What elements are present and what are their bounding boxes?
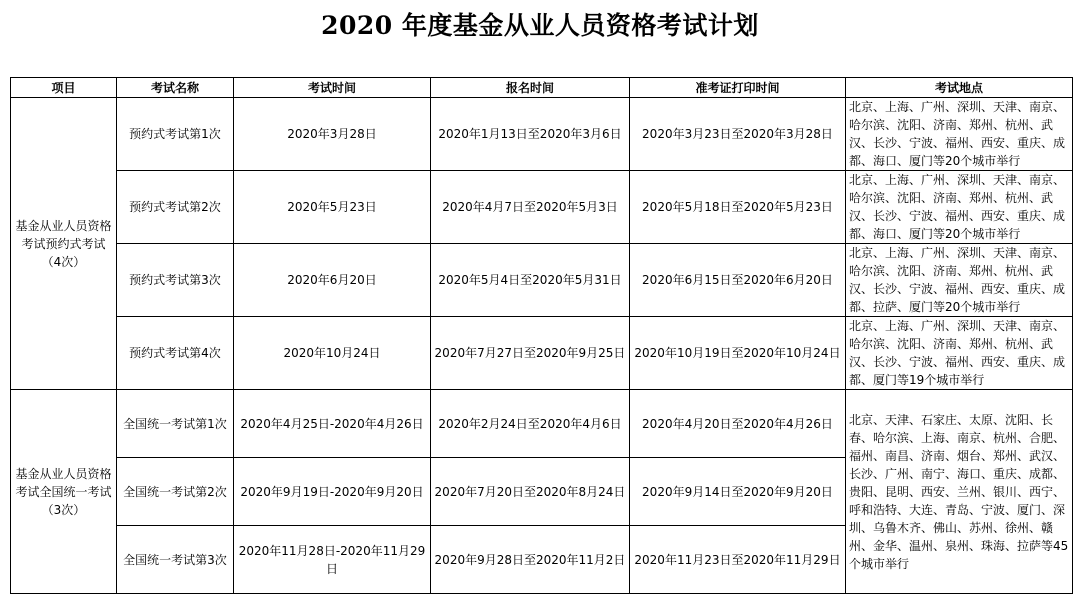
table-row — [11, 390, 1073, 458]
project-line: 基金从业人员资格 — [15, 466, 112, 481]
exam-date-cell: 2020年3月28日 — [234, 98, 431, 171]
exam-date-cell: 2020年9月19日-2020年9月20日 — [234, 458, 431, 526]
exam-locations-cell: 北京、上海、广州、深圳、天津、南京、哈尔滨、沈阳、济南、郑州、杭州、武汉、长沙、宁波、福州、西安、重庆、成都、拉萨、厦门等20个城市举行 — [846, 244, 1073, 317]
project-line: 考试预约式考试 — [21, 236, 106, 251]
exam-locations-cell: 北京、上海、广州、深圳、天津、南京、哈尔滨、沈阳、济南、郑州、杭州、武汉、长沙、宁波、福州、西安、重庆、成都、海口、厦门等20个城市举行 — [846, 171, 1073, 244]
table-row — [11, 98, 1073, 171]
project-line: 基金从业人员资格 — [15, 218, 112, 233]
table-header-row — [11, 78, 1073, 98]
project-line: 考试全国统一考试 — [15, 484, 112, 499]
registration-period-cell: 2020年7月27日至2020年9月25日 — [431, 317, 630, 390]
exam-plan-table — [10, 77, 1073, 594]
header-admission-print-period: 准考证打印时间 — [630, 78, 846, 98]
registration-period-cell: 2020年2月24日至2020年4月6日 — [431, 390, 630, 458]
exam-name-cell: 全国统一考试第1次 — [117, 390, 234, 458]
project-cell-reservation — [11, 98, 117, 390]
exam-date-cell: 2020年4月25日-2020年4月26日 — [234, 390, 431, 458]
table-row — [11, 244, 1073, 317]
project-line: （4次） — [41, 254, 86, 269]
exam-name-cell: 全国统一考试第2次 — [117, 458, 234, 526]
exam-name-cell: 预约式考试第1次 — [117, 98, 234, 171]
header-registration-period: 报名时间 — [431, 78, 630, 98]
exam-date-cell: 2020年10月24日 — [234, 317, 431, 390]
exam-name-cell: 预约式考试第3次 — [117, 244, 234, 317]
exam-date-cell: 2020年5月23日 — [234, 171, 431, 244]
print-period-cell: 2020年9月14日至2020年9月20日 — [630, 458, 846, 526]
exam-name-cell: 预约式考试第4次 — [117, 317, 234, 390]
header-exam-locations: 考试地点 — [846, 78, 1073, 98]
print-period-cell: 2020年6月15日至2020年6月20日 — [630, 244, 846, 317]
table-row — [11, 317, 1073, 390]
exam-locations-cell: 北京、上海、广州、深圳、天津、南京、哈尔滨、沈阳、济南、郑州、杭州、武汉、长沙、宁波、福州、西安、重庆、成都、海口、厦门等20个城市举行 — [846, 98, 1073, 171]
page-title: 2020 年度基金从业人员资格考试计划 — [321, 11, 759, 40]
exam-locations-cell: 北京、天津、石家庄、太原、沈阳、长春、哈尔滨、上海、南京、杭州、合肥、福州、南昌、济南、烟台、郑州、武汉、长沙、广州、南宁、海口、重庆、成都、贵阳、昆明、西安、兰州、银川、西宁、呼和浩特、大连、青岛、宁波、厦门、深圳、乌鲁木齐、佛山、苏州、徐州、赣州、金华、温州、泉州、珠海、拉萨等45个城市举行 — [846, 390, 1073, 594]
registration-period-cell: 2020年5月4日至2020年5月31日 — [431, 244, 630, 317]
exam-date-cell: 2020年6月20日 — [234, 244, 431, 317]
print-period-cell: 2020年10月19日至2020年10月24日 — [630, 317, 846, 390]
registration-period-cell: 2020年7月20日至2020年8月24日 — [431, 458, 630, 526]
registration-period-cell: 2020年1月13日至2020年3月6日 — [431, 98, 630, 171]
table-row — [11, 171, 1073, 244]
registration-period-cell: 2020年9月28日至2020年11月2日 — [431, 526, 630, 594]
exam-date-cell: 2020年11月28日-2020年11月29日 — [234, 526, 431, 594]
project-cell-national — [11, 390, 117, 594]
print-period-cell: 2020年11月23日至2020年11月29日 — [630, 526, 846, 594]
exam-name-cell: 全国统一考试第3次 — [117, 526, 234, 594]
print-period-cell: 2020年3月23日至2020年3月28日 — [630, 98, 846, 171]
project-line: （3次） — [41, 502, 86, 517]
header-exam-name: 考试名称 — [117, 78, 234, 98]
registration-period-cell: 2020年4月7日至2020年5月3日 — [431, 171, 630, 244]
exam-name-cell: 预约式考试第2次 — [117, 171, 234, 244]
exam-locations-cell: 北京、上海、广州、深圳、天津、南京、哈尔滨、沈阳、济南、郑州、杭州、武汉、长沙、宁波、福州、西安、重庆、成都、厦门等19个城市举行 — [846, 317, 1073, 390]
print-period-cell: 2020年5月18日至2020年5月23日 — [630, 171, 846, 244]
header-exam-date: 考试时间 — [234, 78, 431, 98]
header-project: 项目 — [11, 78, 117, 98]
print-period-cell: 2020年4月20日至2020年4月26日 — [630, 390, 846, 458]
